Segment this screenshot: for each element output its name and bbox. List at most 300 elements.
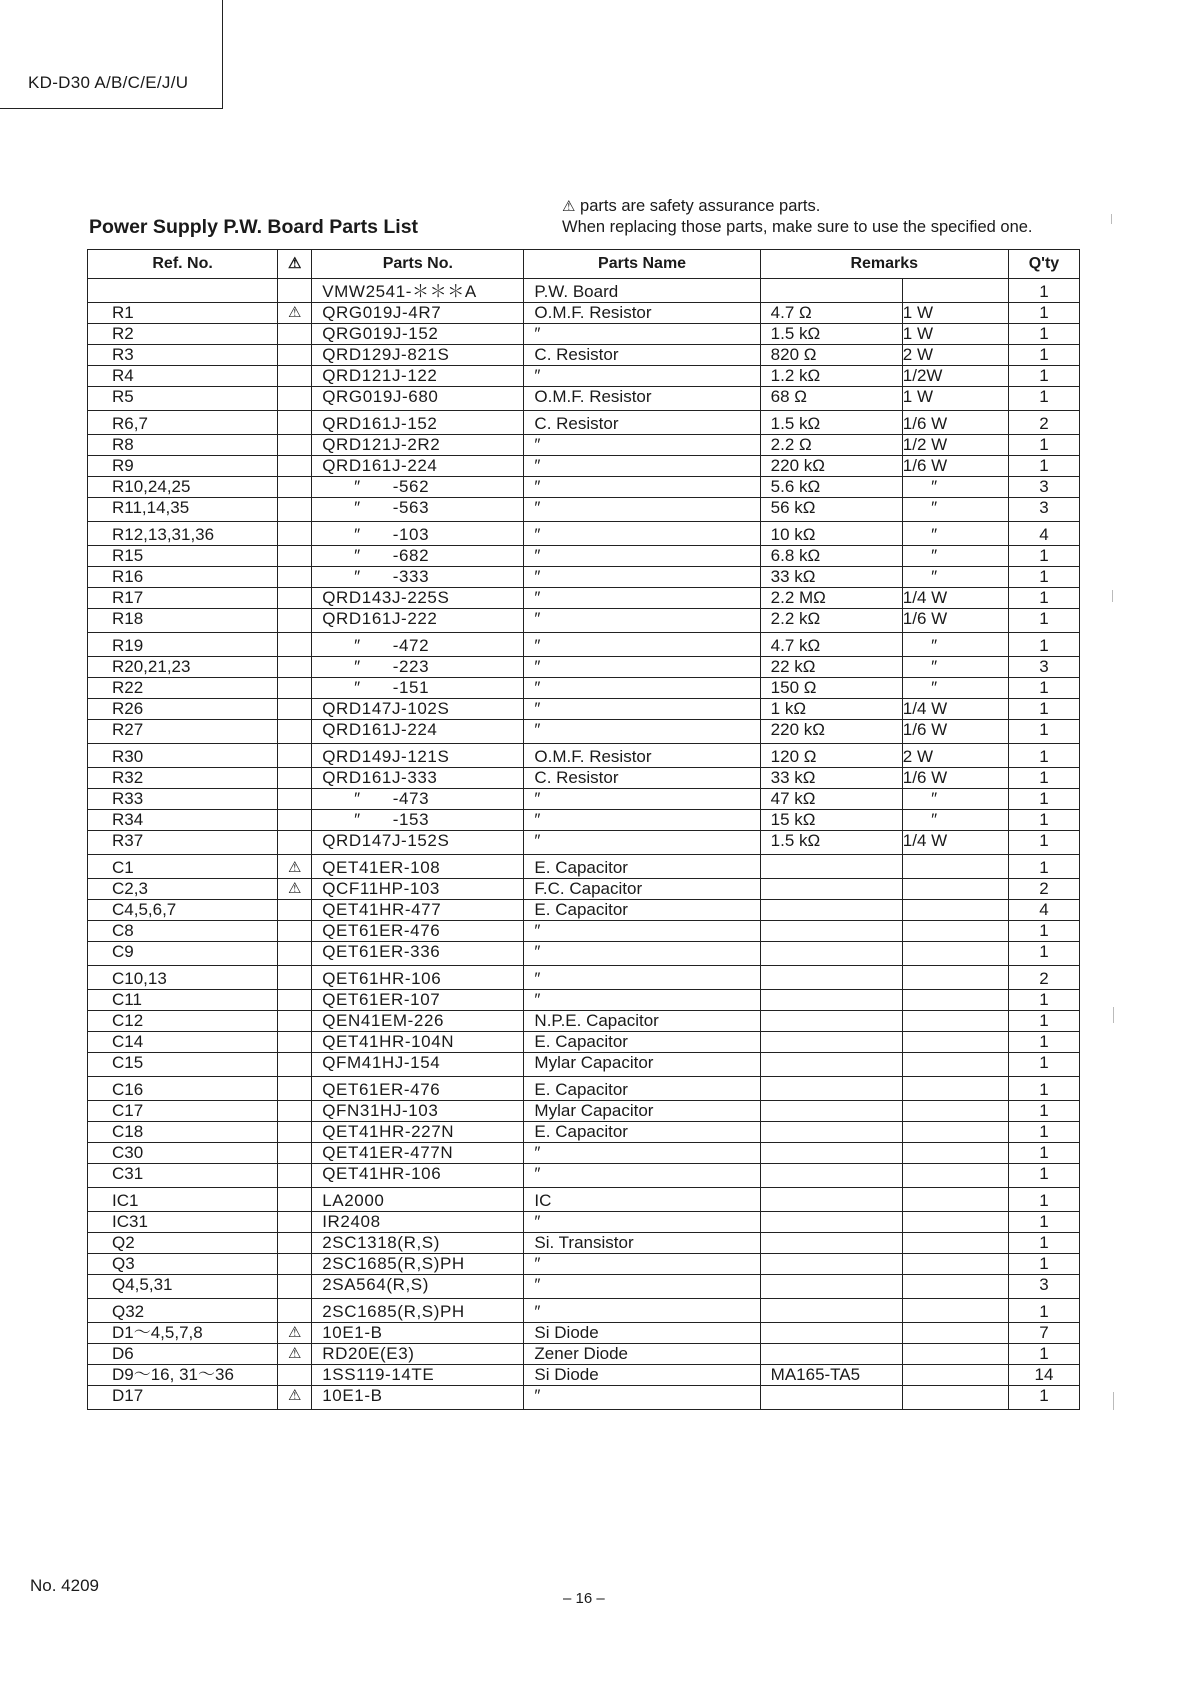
qty-cell: 14 bbox=[1008, 1365, 1079, 1386]
qty-cell: 1 bbox=[1008, 435, 1079, 456]
parts-name-cell: N.P.E. Capacitor bbox=[524, 1011, 760, 1032]
safety-mark-cell bbox=[278, 609, 312, 633]
ref-no-cell: C18 bbox=[88, 1122, 278, 1143]
parts-no-cell: 2SC1685(R,S)PH bbox=[312, 1299, 524, 1323]
scan-mark bbox=[1113, 1007, 1114, 1023]
ref-no-cell: D1～4,5,7,8 bbox=[88, 1323, 278, 1344]
parts-name-cell: ″ bbox=[524, 366, 760, 387]
safety-mark-cell bbox=[278, 387, 312, 411]
parts-no-cell: 10E1-B bbox=[312, 1386, 524, 1410]
table-row bbox=[88, 678, 1080, 699]
remarks-wattage-cell bbox=[902, 1122, 1008, 1143]
remarks-wattage-cell: ″ bbox=[902, 498, 1008, 522]
safety-mark-cell: ⚠ bbox=[278, 855, 312, 879]
parts-no-cell: QRG019J-4R7 bbox=[312, 303, 524, 324]
parts-group bbox=[88, 966, 1080, 1077]
parts-name-cell: C. Resistor bbox=[524, 345, 760, 366]
remarks-value-cell bbox=[760, 1143, 902, 1164]
parts-no-cell: IR2408 bbox=[312, 1212, 524, 1233]
safety-mark-cell: ⚠ bbox=[278, 1323, 312, 1344]
table-row bbox=[88, 1053, 1080, 1077]
ref-no-cell: C11 bbox=[88, 990, 278, 1011]
parts-no-cell: LA2000 bbox=[312, 1188, 524, 1212]
qty-cell: 3 bbox=[1008, 1275, 1079, 1299]
remarks-wattage-cell bbox=[902, 1101, 1008, 1122]
parts-name-cell: ″ bbox=[524, 522, 760, 546]
safety-mark-cell bbox=[278, 456, 312, 477]
model-number: KD-D30 A/B/C/E/J/U bbox=[28, 73, 189, 92]
qty-cell: 1 bbox=[1008, 1188, 1079, 1212]
qty-cell: 1 bbox=[1008, 1032, 1079, 1053]
remarks-value-cell: 10 kΩ bbox=[760, 522, 902, 546]
safety-mark-cell bbox=[278, 546, 312, 567]
safety-mark-cell bbox=[278, 1077, 312, 1101]
table-row bbox=[88, 1365, 1080, 1386]
qty-cell: 1 bbox=[1008, 588, 1079, 609]
parts-no-cell: VMW2541-＊＊＊A bbox=[312, 279, 524, 303]
remarks-value-cell bbox=[760, 1233, 902, 1254]
parts-no-cell: QEN41EM-226 bbox=[312, 1011, 524, 1032]
ref-no-cell bbox=[88, 279, 278, 303]
remarks-value-cell: 150 Ω bbox=[760, 678, 902, 699]
safety-mark-cell bbox=[278, 411, 312, 435]
parts-name-cell: ″ bbox=[524, 633, 760, 657]
table-row bbox=[88, 789, 1080, 810]
remarks-value-cell: 120 Ω bbox=[760, 744, 902, 768]
table-row bbox=[88, 498, 1080, 522]
table-row bbox=[88, 810, 1080, 831]
ref-no-cell: R16 bbox=[88, 567, 278, 588]
qty-cell: 1 bbox=[1008, 567, 1079, 588]
safety-mark-cell bbox=[278, 324, 312, 345]
safety-mark-cell bbox=[278, 831, 312, 855]
table-row bbox=[88, 1212, 1080, 1233]
qty-cell: 3 bbox=[1008, 498, 1079, 522]
table-row bbox=[88, 477, 1080, 498]
qty-cell: 1 bbox=[1008, 942, 1079, 966]
ref-no-cell: C1 bbox=[88, 855, 278, 879]
parts-no-cell: QET61ER-336 bbox=[312, 942, 524, 966]
remarks-wattage-cell bbox=[902, 1344, 1008, 1365]
ref-no-cell: R32 bbox=[88, 768, 278, 789]
parts-group bbox=[88, 633, 1080, 744]
remarks-wattage-cell bbox=[902, 1386, 1008, 1410]
safety-mark-cell bbox=[278, 477, 312, 498]
remarks-value-cell bbox=[760, 1053, 902, 1077]
safety-mark-cell bbox=[278, 1053, 312, 1077]
safety-mark-cell bbox=[278, 699, 312, 720]
remarks-value-cell: 1.5 kΩ bbox=[760, 831, 902, 855]
parts-no-cell: 2SC1685(R,S)PH bbox=[312, 1254, 524, 1275]
parts-name-cell: P.W. Board bbox=[524, 279, 760, 303]
parts-no-cell: ″ -472 bbox=[312, 633, 524, 657]
parts-no-cell: ″ -151 bbox=[312, 678, 524, 699]
parts-name-cell: ″ bbox=[524, 990, 760, 1011]
parts-no-cell: QRD161J-222 bbox=[312, 609, 524, 633]
remarks-value-cell bbox=[760, 966, 902, 990]
table-row bbox=[88, 1122, 1080, 1143]
remarks-value-cell bbox=[760, 1299, 902, 1323]
remarks-value-cell bbox=[760, 990, 902, 1011]
table-row bbox=[88, 768, 1080, 789]
parts-name-cell: Mylar Capacitor bbox=[524, 1101, 760, 1122]
table-row bbox=[88, 942, 1080, 966]
remarks-value-cell: 15 kΩ bbox=[760, 810, 902, 831]
ref-no-cell: D6 bbox=[88, 1344, 278, 1365]
remarks-value-cell bbox=[760, 1188, 902, 1212]
safety-note-line-1 bbox=[562, 196, 1033, 217]
ref-no-cell: R6,7 bbox=[88, 411, 278, 435]
safety-mark-cell bbox=[278, 1365, 312, 1386]
parts-no-cell: ″ -563 bbox=[312, 498, 524, 522]
parts-name-cell: ″ bbox=[524, 657, 760, 678]
table-row bbox=[88, 1275, 1080, 1299]
ref-no-cell: IC1 bbox=[88, 1188, 278, 1212]
parts-name-cell: Mylar Capacitor bbox=[524, 1053, 760, 1077]
parts-no-cell: 2SA564(R,S) bbox=[312, 1275, 524, 1299]
ref-no-cell: C8 bbox=[88, 921, 278, 942]
parts-name-cell: C. Resistor bbox=[524, 768, 760, 789]
remarks-value-cell: 2.2 kΩ bbox=[760, 609, 902, 633]
remarks-wattage-cell: ″ bbox=[902, 633, 1008, 657]
parts-name-cell: ″ bbox=[524, 1164, 760, 1188]
safety-mark-cell bbox=[278, 588, 312, 609]
table-row bbox=[88, 1077, 1080, 1101]
scan-mark bbox=[1112, 590, 1113, 602]
remarks-value-cell: 56 kΩ bbox=[760, 498, 902, 522]
remarks-value-cell: 1.5 kΩ bbox=[760, 411, 902, 435]
qty-cell: 1 bbox=[1008, 609, 1079, 633]
page-number: – 16 – bbox=[563, 1590, 605, 1607]
qty-cell: 1 bbox=[1008, 366, 1079, 387]
parts-name-cell: ″ bbox=[524, 831, 760, 855]
parts-no-cell: QFM41HJ-154 bbox=[312, 1053, 524, 1077]
ref-no-cell: R15 bbox=[88, 546, 278, 567]
safety-mark-cell bbox=[278, 1188, 312, 1212]
header-safety-mark bbox=[278, 250, 312, 279]
qty-cell: 1 bbox=[1008, 1344, 1079, 1365]
ref-no-cell: R27 bbox=[88, 720, 278, 744]
safety-mark-cell bbox=[278, 789, 312, 810]
remarks-value-cell: 22 kΩ bbox=[760, 657, 902, 678]
ref-no-cell: C12 bbox=[88, 1011, 278, 1032]
parts-name-cell: E. Capacitor bbox=[524, 1077, 760, 1101]
ref-no-cell: R20,21,23 bbox=[88, 657, 278, 678]
table-row bbox=[88, 1299, 1080, 1323]
remarks-value-cell: 2.2 MΩ bbox=[760, 588, 902, 609]
qty-cell: 1 bbox=[1008, 345, 1079, 366]
parts-name-cell: ″ bbox=[524, 789, 760, 810]
ref-no-cell: R3 bbox=[88, 345, 278, 366]
table-row bbox=[88, 366, 1080, 387]
header-remarks: Remarks bbox=[760, 250, 1008, 279]
remarks-wattage-cell bbox=[902, 900, 1008, 921]
qty-cell: 1 bbox=[1008, 1254, 1079, 1275]
ref-no-cell: Q3 bbox=[88, 1254, 278, 1275]
remarks-wattage-cell bbox=[902, 279, 1008, 303]
remarks-wattage-cell: 1/6 W bbox=[902, 768, 1008, 789]
remarks-wattage-cell: ″ bbox=[902, 657, 1008, 678]
table-row bbox=[88, 879, 1080, 900]
remarks-wattage-cell: 1/4 W bbox=[902, 831, 1008, 855]
parts-name-cell: ″ bbox=[524, 498, 760, 522]
parts-no-cell: QET41ER-477N bbox=[312, 1143, 524, 1164]
parts-name-cell: ″ bbox=[524, 699, 760, 720]
ref-no-cell: C30 bbox=[88, 1143, 278, 1164]
table-row bbox=[88, 633, 1080, 657]
safety-mark-cell bbox=[278, 435, 312, 456]
qty-cell: 1 bbox=[1008, 1122, 1079, 1143]
ref-no-cell: IC31 bbox=[88, 1212, 278, 1233]
parts-no-cell: QET41HR-477 bbox=[312, 900, 524, 921]
safety-note-line-2: When replacing those parts, make sure to use the specified one. bbox=[562, 218, 1033, 236]
table-row bbox=[88, 588, 1080, 609]
table-row bbox=[88, 345, 1080, 366]
table-row bbox=[88, 1188, 1080, 1212]
table-row bbox=[88, 567, 1080, 588]
remarks-wattage-cell: ″ bbox=[902, 678, 1008, 699]
parts-no-cell: 1SS119-14TE bbox=[312, 1365, 524, 1386]
remarks-value-cell bbox=[760, 1032, 902, 1053]
remarks-value-cell bbox=[760, 1101, 902, 1122]
qty-cell: 1 bbox=[1008, 1299, 1079, 1323]
ref-no-cell: C4,5,6,7 bbox=[88, 900, 278, 921]
parts-name-cell: ″ bbox=[524, 324, 760, 345]
header-ref-no: Ref. No. bbox=[88, 250, 278, 279]
remarks-wattage-cell bbox=[902, 1275, 1008, 1299]
qty-cell: 1 bbox=[1008, 810, 1079, 831]
parts-no-cell: QET61ER-476 bbox=[312, 921, 524, 942]
table-row bbox=[88, 411, 1080, 435]
ref-no-cell: C9 bbox=[88, 942, 278, 966]
qty-cell: 1 bbox=[1008, 1053, 1079, 1077]
safety-mark-cell bbox=[278, 744, 312, 768]
qty-cell: 1 bbox=[1008, 1386, 1079, 1410]
warning-triangle-icon: ⚠ bbox=[562, 198, 576, 215]
remarks-value-cell: 2.2 Ω bbox=[760, 435, 902, 456]
parts-no-cell: QET41HR-227N bbox=[312, 1122, 524, 1143]
parts-no-cell: ″ -153 bbox=[312, 810, 524, 831]
qty-cell: 3 bbox=[1008, 477, 1079, 498]
parts-name-cell: E. Capacitor bbox=[524, 855, 760, 879]
parts-group bbox=[88, 744, 1080, 855]
table-row bbox=[88, 720, 1080, 744]
parts-name-cell: ″ bbox=[524, 1386, 760, 1410]
table-row bbox=[88, 456, 1080, 477]
parts-no-cell: QRG019J-152 bbox=[312, 324, 524, 345]
table-row bbox=[88, 744, 1080, 768]
header-parts-name: Parts Name bbox=[524, 250, 760, 279]
parts-name-cell: ″ bbox=[524, 1299, 760, 1323]
remarks-value-cell: 820 Ω bbox=[760, 345, 902, 366]
parts-name-cell: ″ bbox=[524, 609, 760, 633]
safety-mark-cell bbox=[278, 1254, 312, 1275]
parts-table bbox=[87, 249, 1080, 1410]
parts-name-cell: ″ bbox=[524, 720, 760, 744]
safety-mark-cell bbox=[278, 990, 312, 1011]
parts-name-cell: F.C. Capacitor bbox=[524, 879, 760, 900]
remarks-value-cell bbox=[760, 1386, 902, 1410]
parts-no-cell: QRD121J-2R2 bbox=[312, 435, 524, 456]
ref-no-cell: R34 bbox=[88, 810, 278, 831]
table-row bbox=[88, 1164, 1080, 1188]
table-row bbox=[88, 1143, 1080, 1164]
qty-cell: 1 bbox=[1008, 789, 1079, 810]
scan-mark bbox=[1113, 1392, 1114, 1410]
safety-mark-cell bbox=[278, 768, 312, 789]
parts-name-cell: Si Diode bbox=[524, 1365, 760, 1386]
parts-name-cell: ″ bbox=[524, 921, 760, 942]
ref-no-cell: C31 bbox=[88, 1164, 278, 1188]
table-row bbox=[88, 1011, 1080, 1032]
table-row bbox=[88, 900, 1080, 921]
parts-table-header bbox=[88, 250, 1080, 279]
parts-no-cell: ″ -333 bbox=[312, 567, 524, 588]
parts-name-cell: E. Capacitor bbox=[524, 1032, 760, 1053]
parts-name-cell: Si. Transistor bbox=[524, 1233, 760, 1254]
remarks-wattage-cell: ″ bbox=[902, 477, 1008, 498]
remarks-wattage-cell bbox=[902, 1212, 1008, 1233]
remarks-wattage-cell: ″ bbox=[902, 567, 1008, 588]
qty-cell: 1 bbox=[1008, 855, 1079, 879]
parts-name-cell: Zener Diode bbox=[524, 1344, 760, 1365]
remarks-value-cell bbox=[760, 921, 902, 942]
parts-name-cell: ″ bbox=[524, 678, 760, 699]
remarks-wattage-cell: ″ bbox=[902, 546, 1008, 567]
safety-mark-cell bbox=[278, 366, 312, 387]
ref-no-cell: R37 bbox=[88, 831, 278, 855]
parts-name-cell: E. Capacitor bbox=[524, 900, 760, 921]
qty-cell: 1 bbox=[1008, 990, 1079, 1011]
ref-no-cell: C2,3 bbox=[88, 879, 278, 900]
parts-no-cell: QET61ER-107 bbox=[312, 990, 524, 1011]
remarks-wattage-cell bbox=[902, 1299, 1008, 1323]
parts-group bbox=[88, 1077, 1080, 1188]
safety-mark-cell bbox=[278, 1143, 312, 1164]
ref-no-cell: R2 bbox=[88, 324, 278, 345]
remarks-wattage-cell bbox=[902, 966, 1008, 990]
remarks-wattage-cell: 2 W bbox=[902, 744, 1008, 768]
parts-name-cell: ″ bbox=[524, 588, 760, 609]
parts-no-cell: QCF11HP-103 bbox=[312, 879, 524, 900]
table-row bbox=[88, 1101, 1080, 1122]
page-title: Power Supply P.W. Board Parts List bbox=[89, 216, 419, 238]
parts-name-cell: ″ bbox=[524, 435, 760, 456]
safety-mark-cell bbox=[278, 498, 312, 522]
parts-no-cell: QET41ER-108 bbox=[312, 855, 524, 879]
remarks-value-cell: 220 kΩ bbox=[760, 720, 902, 744]
qty-cell: 1 bbox=[1008, 279, 1079, 303]
remarks-wattage-cell bbox=[902, 1188, 1008, 1212]
safety-mark-cell bbox=[278, 1164, 312, 1188]
safety-mark-cell: ⚠ bbox=[278, 879, 312, 900]
parts-group bbox=[88, 1188, 1080, 1299]
parts-name-cell: ″ bbox=[524, 1212, 760, 1233]
table-row bbox=[88, 303, 1080, 324]
safety-mark-cell bbox=[278, 1275, 312, 1299]
remarks-value-cell bbox=[760, 1254, 902, 1275]
safety-mark-cell bbox=[278, 720, 312, 744]
remarks-wattage-cell: 2 W bbox=[902, 345, 1008, 366]
qty-cell: 1 bbox=[1008, 699, 1079, 720]
parts-no-cell: QRD161J-224 bbox=[312, 720, 524, 744]
remarks-value-cell bbox=[760, 1122, 902, 1143]
scan-mark bbox=[1111, 214, 1112, 224]
document-number: No. 4209 bbox=[30, 1576, 99, 1595]
remarks-value-cell bbox=[760, 1344, 902, 1365]
model-header-box bbox=[0, 0, 223, 109]
table-row bbox=[88, 1233, 1080, 1254]
table-row bbox=[88, 387, 1080, 411]
ref-no-cell: Q2 bbox=[88, 1233, 278, 1254]
qty-cell: 2 bbox=[1008, 966, 1079, 990]
safety-mark-cell bbox=[278, 567, 312, 588]
parts-no-cell: QRD121J-122 bbox=[312, 366, 524, 387]
table-row bbox=[88, 921, 1080, 942]
remarks-wattage-cell bbox=[902, 1053, 1008, 1077]
qty-cell: 1 bbox=[1008, 324, 1079, 345]
qty-cell: 3 bbox=[1008, 657, 1079, 678]
remarks-wattage-cell bbox=[902, 1143, 1008, 1164]
remarks-value-cell: 6.8 kΩ bbox=[760, 546, 902, 567]
qty-cell: 1 bbox=[1008, 831, 1079, 855]
remarks-value-cell bbox=[760, 1212, 902, 1233]
remarks-wattage-cell: 1/6 W bbox=[902, 720, 1008, 744]
parts-name-cell: ″ bbox=[524, 456, 760, 477]
remarks-value-cell: MA165-TA5 bbox=[760, 1365, 902, 1386]
parts-name-cell: ″ bbox=[524, 1254, 760, 1275]
table-row bbox=[88, 324, 1080, 345]
qty-cell: 1 bbox=[1008, 1233, 1079, 1254]
parts-no-cell: QRD161J-333 bbox=[312, 768, 524, 789]
ref-no-cell: R11,14,35 bbox=[88, 498, 278, 522]
table-row bbox=[88, 699, 1080, 720]
parts-no-cell: ″ -682 bbox=[312, 546, 524, 567]
parts-no-cell: ″ -562 bbox=[312, 477, 524, 498]
qty-cell: 1 bbox=[1008, 768, 1079, 789]
safety-mark-cell bbox=[278, 1011, 312, 1032]
remarks-wattage-cell bbox=[902, 942, 1008, 966]
remarks-value-cell: 33 kΩ bbox=[760, 567, 902, 588]
remarks-value-cell: 68 Ω bbox=[760, 387, 902, 411]
parts-group bbox=[88, 279, 1080, 411]
table-row bbox=[88, 990, 1080, 1011]
parts-no-cell: QRD147J-152S bbox=[312, 831, 524, 855]
parts-name-cell: ″ bbox=[524, 966, 760, 990]
ref-no-cell: R17 bbox=[88, 588, 278, 609]
table-row bbox=[88, 1323, 1080, 1344]
remarks-wattage-cell bbox=[902, 1032, 1008, 1053]
ref-no-cell: Q32 bbox=[88, 1299, 278, 1323]
parts-group bbox=[88, 1299, 1080, 1410]
parts-name-cell: O.M.F. Resistor bbox=[524, 744, 760, 768]
qty-cell: 1 bbox=[1008, 456, 1079, 477]
remarks-value-cell: 220 kΩ bbox=[760, 456, 902, 477]
ref-no-cell: R4 bbox=[88, 366, 278, 387]
remarks-value-cell bbox=[760, 1077, 902, 1101]
qty-cell: 1 bbox=[1008, 1077, 1079, 1101]
safety-mark-cell bbox=[278, 900, 312, 921]
table-row bbox=[88, 657, 1080, 678]
ref-no-cell: C16 bbox=[88, 1077, 278, 1101]
parts-no-cell: QRD129J-821S bbox=[312, 345, 524, 366]
parts-no-cell: QFN31HJ-103 bbox=[312, 1101, 524, 1122]
ref-no-cell: C14 bbox=[88, 1032, 278, 1053]
parts-no-cell: QRD161J-224 bbox=[312, 456, 524, 477]
ref-no-cell: R10,24,25 bbox=[88, 477, 278, 498]
safety-mark-cell bbox=[278, 921, 312, 942]
safety-mark-cell bbox=[278, 1122, 312, 1143]
